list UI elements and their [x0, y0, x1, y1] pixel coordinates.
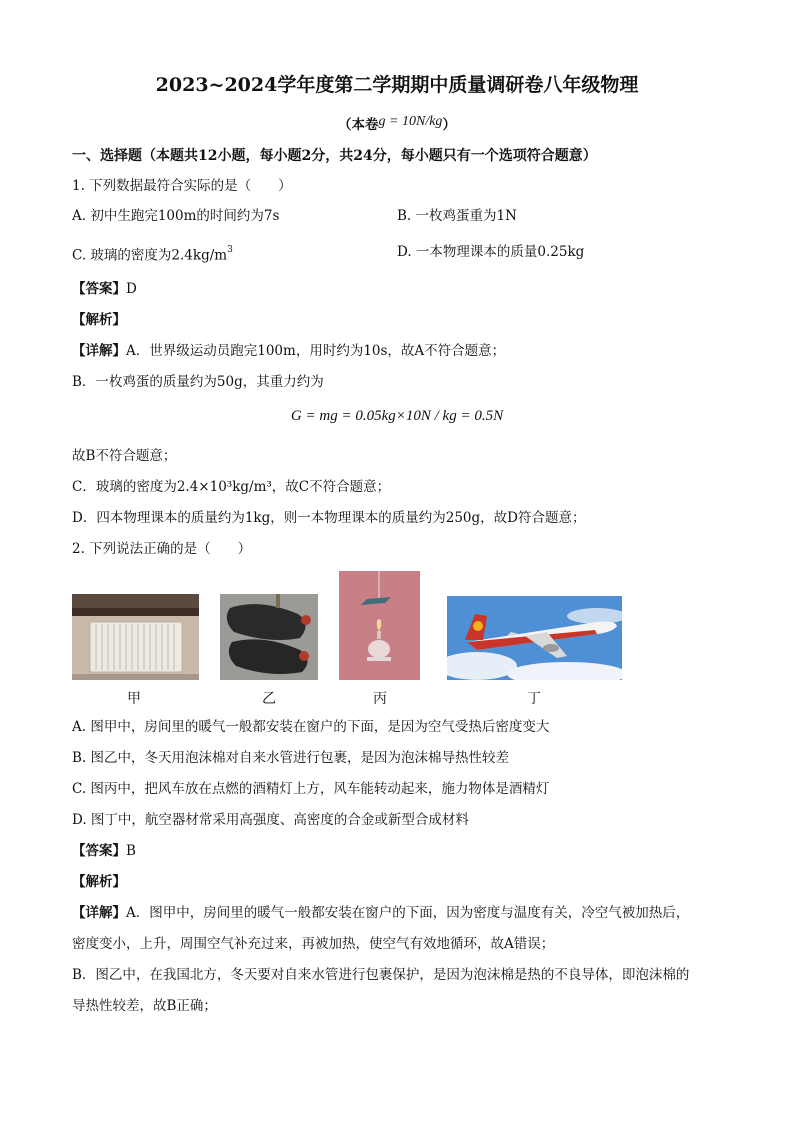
airplane-image — [447, 596, 622, 680]
caption-yi: 乙 — [262, 691, 276, 707]
insulated-pipe-image — [220, 594, 318, 680]
radiator-image — [72, 594, 199, 680]
caption-jia: 甲 — [127, 691, 141, 707]
gravity-formula: g = 10N/kg — [378, 114, 443, 129]
detail-tag: 【详解】 — [72, 343, 126, 359]
q1-answer — [72, 280, 137, 298]
q2-answer — [72, 842, 136, 860]
radiator-illustration — [72, 594, 199, 680]
q1-detail-c: C．玻璃的密度为2.4×10³kg/m³，故C不符合题意； — [72, 479, 391, 495]
detail-tag: 【详解】 — [72, 905, 126, 921]
q1-stem: 1. 下列数据最符合实际的是（ ） — [72, 178, 292, 194]
q2-option-a: A. 图甲中，房间里的暖气一般都安装在窗户的下面，是因为空气受热后密度变大 — [72, 719, 550, 735]
q2-detail-a1 — [72, 904, 689, 922]
insulated-pipe-illustration — [220, 594, 318, 680]
q2-detail-b1: B．图乙中，在我国北方，冬天要对自来水管进行包裹保护，是因为泡沫棉是热的不良导体，即泡沫棉的 — [72, 967, 690, 983]
exam-note-suffix: ） — [442, 117, 456, 133]
caption-bing: 丙 — [373, 691, 387, 707]
q2-option-c: C. 图丙中，把风车放在点燃的酒精灯上方，风车能转动起来，施力物体是酒精灯 — [72, 781, 550, 797]
q2-option-b: B. 图乙中，冬天用泡沫棉对自来水管进行包裹，是因为泡沫棉导热性较差 — [72, 750, 510, 766]
pinwheel-lamp-illustration — [339, 571, 420, 680]
pinwheel-lamp-image — [339, 571, 420, 680]
q1-detail-b2: 故B不符合题意； — [72, 448, 177, 464]
q2-option-d: D. 图丁中，航空器材常采用高强度、高密度的合金或新型合成材料 — [72, 812, 469, 828]
section-heading: 一、选择题（本题共12小题，每小题2分，共24分，每小题只有一个选项符合题意） — [72, 148, 597, 164]
q2-stem: 2. 下列说法正确的是（ ） — [72, 541, 252, 557]
q2-detail-a2: 密度变小，上升，周围空气补充过来，再被加热，使空气有效地循环，故A错误； — [72, 936, 555, 952]
detail-text: A．世界级运动员跑完100m，用时约为10s，故A不符合题意； — [126, 343, 506, 359]
answer-value: D — [126, 281, 137, 297]
answer-value: B — [126, 843, 136, 859]
q1-detail-a — [72, 342, 505, 360]
q1-option-a: A. 初中生跑完100m的时间约为7s — [72, 208, 280, 224]
q1-option-d: D. 一本物理课本的质量0.25kg — [397, 244, 585, 260]
airplane-illustration — [447, 596, 622, 680]
q1-option-c — [72, 243, 233, 265]
q1-analysis-tag: 【解析】 — [72, 312, 126, 328]
q1-option-b: B. 一枚鸡蛋重为1N — [397, 208, 517, 224]
q1-option-c-text: C. 玻璃的密度为2.4kg/m — [72, 247, 228, 264]
q2-analysis-tag: 【解析】 — [72, 874, 126, 890]
caption-ding: 丁 — [527, 691, 541, 707]
answer-tag: 【答案】 — [72, 281, 126, 297]
page-title: 2023~2024学年度第二学期期中质量调研卷八年级物理 — [155, 74, 639, 96]
q2-detail-b2: 导热性较差，故B正确； — [72, 998, 217, 1014]
detail-text: A．图甲中，房间里的暖气一般都安装在窗户的下面，因为密度与温度有关，冷空气被加热后， — [126, 905, 690, 921]
q1-detail-b: B．一枚鸡蛋的质量约为50g，其重力约为 — [72, 374, 324, 390]
exam-note-prefix: （本卷 — [338, 117, 379, 133]
exam-note — [0, 113, 794, 134]
q1-detail-d: D．四本物理课本的质量约为1kg，则一本物理课本的质量约为250g，故D符合题意； — [72, 510, 586, 526]
q1-formula: G = mg = 0.05kg×10N / kg = 0.5N — [290, 408, 504, 424]
answer-tag: 【答案】 — [72, 843, 126, 859]
q1-option-c-sup: 3 — [227, 245, 233, 255]
